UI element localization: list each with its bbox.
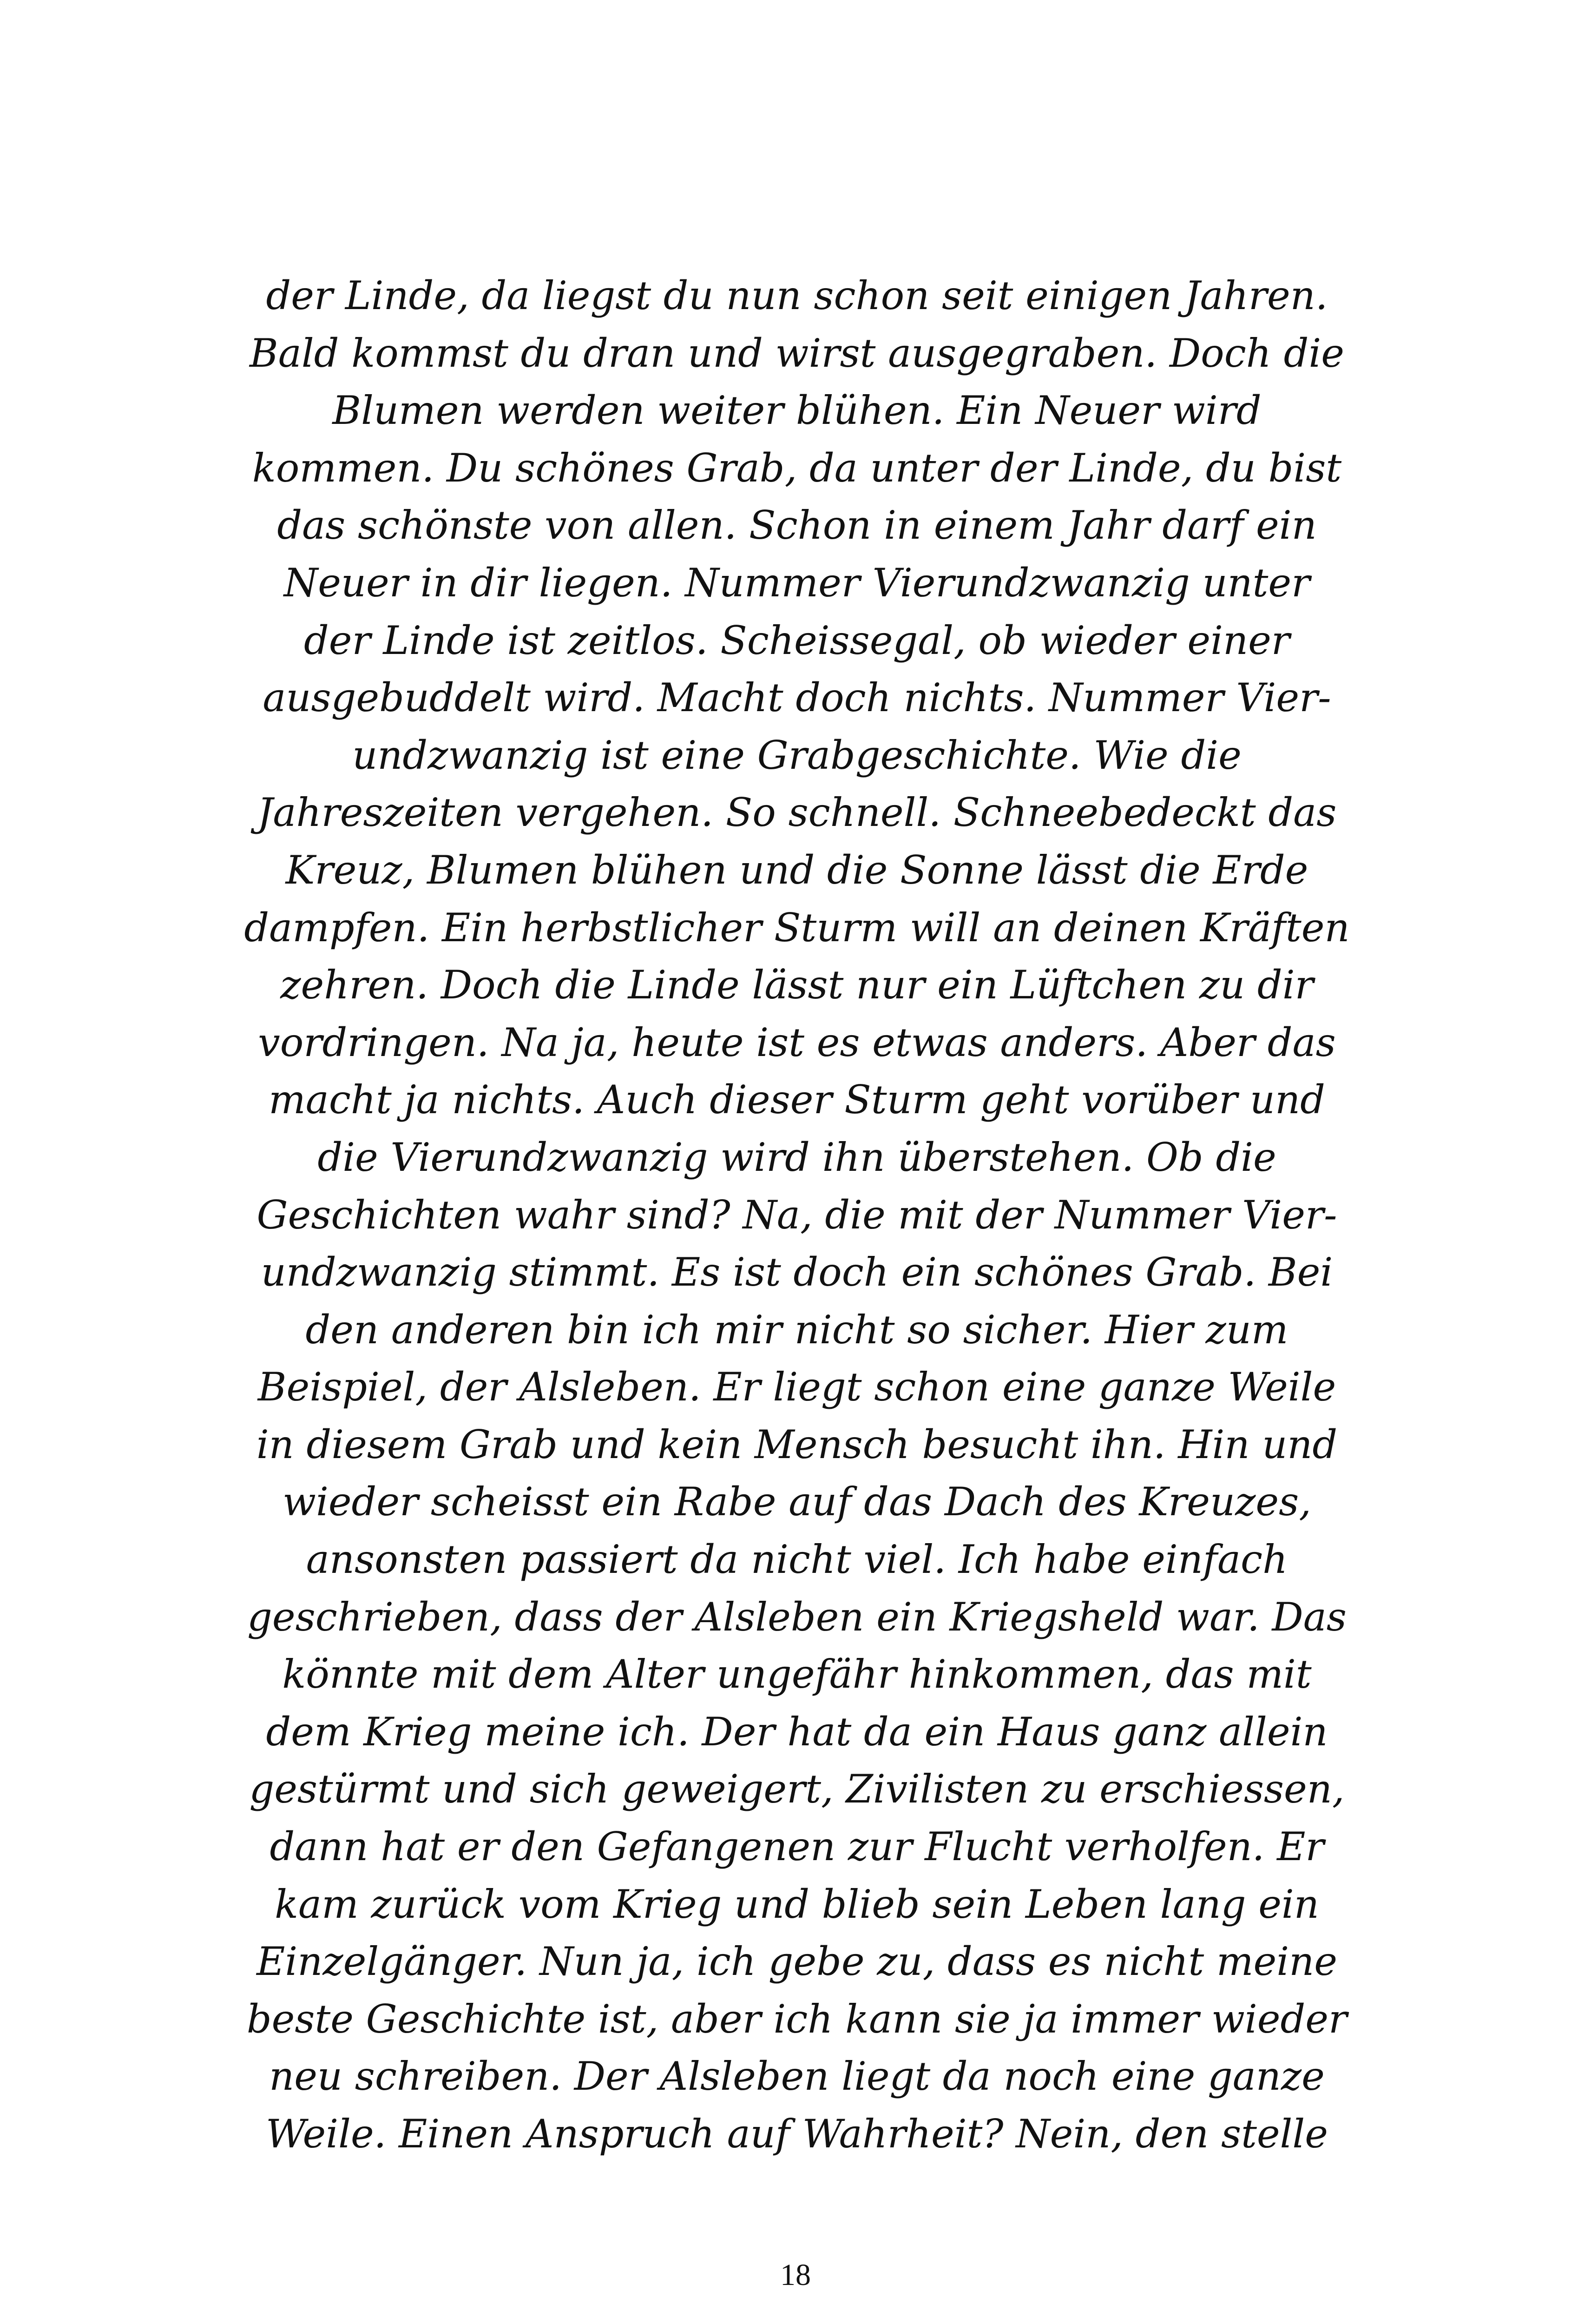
text-line: geschrieben, dass der Alsleben ein Kriegsheld war. Das <box>247 1594 1347 1640</box>
text-line: das schönste von allen. Schon in einem Jahr darf ein <box>277 502 1317 548</box>
text-line: Einzelgänger. Nun ja, ich gebe zu, dass es nicht meine <box>256 1939 1337 1985</box>
text-line: macht ja nichts. Auch dieser Sturm geht vorüber und <box>269 1077 1325 1123</box>
text-line: kam zurück vom Krieg und blieb sein Leben lang ein <box>275 1881 1319 1927</box>
text-line: Geschichten wahr sind? Na, die mit der Nummer Vier- <box>256 1192 1337 1238</box>
text-line: Blumen werden weiter blühen. Ein Neuer wird <box>332 388 1262 434</box>
text-line: der Linde, da liegst du nun schon seit einigen Jahren. <box>266 273 1328 318</box>
text-line: den anderen bin ich mir nicht so sicher. Hier zum <box>305 1307 1289 1353</box>
text-line: dem Krieg meine ich. Der hat da ein Haus ganz allein <box>266 1709 1328 1755</box>
text-line: undzwanzig ist eine Grabgeschichte. Wie die <box>352 732 1242 778</box>
text-line: der Linde ist zeitlos. Scheissegal, ob wieder einer <box>304 617 1290 663</box>
text-line: undzwanzig stimmt. Es ist doch ein schönes Grab. Bei <box>261 1249 1333 1295</box>
body-text <box>218 267 1375 2163</box>
text-line: Neuer in dir liegen. Nummer Vierundzwanzig unter <box>283 560 1310 606</box>
text-line: beste Geschichte ist, aber ich kann sie ja immer wieder <box>246 1996 1348 2042</box>
text-line: ansonsten passiert da nicht viel. Ich habe einfach <box>306 1537 1288 1583</box>
text-line: die Vierundzwanzig wird ihn überstehen. Ob die <box>317 1134 1276 1180</box>
text-line: wieder scheisst ein Rabe auf das Dach des Kreuzes, <box>283 1479 1311 1525</box>
text-line: zehren. Doch die Linde lässt nur ein Lüftchen zu dir <box>280 962 1314 1008</box>
text-line: Kreuz, Blumen blühen und die Sonne lässt die Erde <box>285 847 1308 893</box>
text-line: Jahreszeiten vergehen. So schnell. Schneebedeckt das <box>257 790 1337 836</box>
text-line: gestürmt und sich geweigert, Zivilisten zu erschiessen, <box>249 1766 1345 1812</box>
text-line: ausgebuddelt wird. Macht doch nichts. Nummer Vier- <box>263 675 1331 721</box>
text-line: Beispiel, der Alsleben. Er liegt schon eine ganze Weile <box>257 1364 1336 1410</box>
text-line: in diesem Grab und kein Mensch besucht ihn. Hin und <box>256 1421 1338 1467</box>
text-line: dampfen. Ein herbstlicher Sturm will an deinen Kräften <box>244 905 1350 951</box>
text-line: neu schreiben. Der Alsleben liegt da noch eine ganze <box>269 2053 1325 2100</box>
page-number: 18 <box>780 2258 811 2292</box>
text-line: vordringen. Na ja, heute ist es etwas anders. Aber das <box>258 1019 1336 1065</box>
text-line: dann hat er den Gefangenen zur Flucht verholfen. Er <box>270 1824 1324 1870</box>
text-line: kommen. Du schönes Grab, da unter der Linde, du bist <box>252 445 1342 491</box>
text-line: Bald kommst du dran und wirst ausgegraben. Doch die <box>250 330 1344 376</box>
text-line: könnte mit dem Alter ungefähr hinkommen, das mit <box>282 1651 1312 1697</box>
text-line: Weile. Einen Anspruch auf Wahrheit? Nein, den stelle <box>266 2111 1328 2157</box>
